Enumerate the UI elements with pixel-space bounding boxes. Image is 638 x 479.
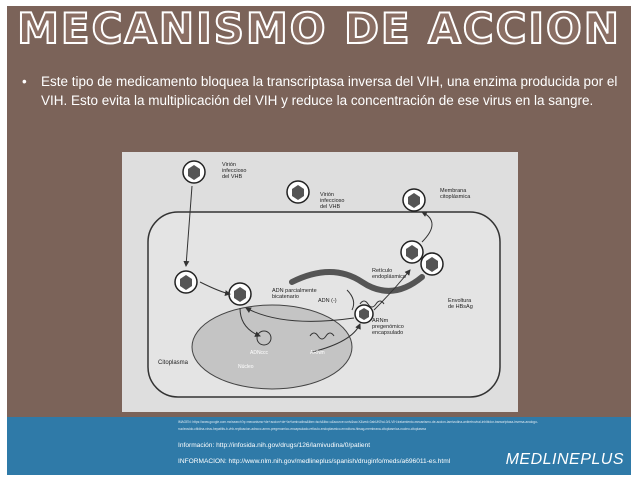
label-reticulo: Retículo endoplásmico — [372, 268, 406, 280]
slide-title: MECANISMO DE ACCION — [17, 4, 621, 53]
label-citoplasma: Citoplasma — [158, 360, 189, 366]
slide-frame-bottom — [0, 475, 638, 479]
info-link-infosida[interactable]: Información: http://infosida.nih.gov/drugs/126/lamivudina/0/patient — [178, 442, 371, 449]
footer-text-block — [178, 417, 538, 475]
label-membrana: Membrana citoplásmica — [440, 188, 471, 200]
virion-icon — [183, 161, 205, 183]
virion-icon — [287, 181, 309, 203]
virion-icon — [403, 189, 425, 211]
label-envoltura: Envoltura de HBsAg — [448, 298, 473, 310]
label-arnm-nucleus: ARNm — [310, 350, 325, 356]
label-arnm: ARNm pregenómico encapsulado — [372, 318, 404, 336]
slide-frame-right — [631, 0, 638, 479]
bullet-marker: • — [22, 74, 27, 89]
bullet-text: Este tipo de medicamento bloquea la transcriptasa inversa del VIH, una enzima producida por el VIH. Esto evita la multiplicación del VIH y reduce la concentración de ese virus en la sangre. — [41, 74, 618, 108]
virion-icon — [355, 305, 373, 323]
label-adnccc: ADNccc — [250, 350, 269, 356]
label-adn-parcial: ADN parcialmente bicatenario — [272, 288, 317, 300]
virion-icon — [229, 283, 251, 305]
virion-icon — [175, 271, 197, 293]
slide-frame-left — [0, 0, 7, 479]
virion-icon — [421, 253, 443, 275]
bullet-paragraph — [22, 72, 622, 110]
diagram-svg — [122, 152, 518, 412]
image-source-text: IMAGEN: https://www.google.com.mx/search?q=mecanismo+de+accion+de+la+lamivudina&tbm=isch&tbo=u&source=univ&sa=X&ved=0ahUKEwi-0/4-VIH-tratamiento-mecanismo-de-accion-lamivudina-antiretroviral-inhibidor-transcriptasa-inversa-analogo-nucleosido-citidina-virus-hepatitis-b-vhb-replicacion-adnccc-arnm-pregenomico-encapsulado-reticulo-endoplasmico-envoltura-hbsag-membrana-citoplasmica-nucleo-citoplasma — [178, 420, 538, 431]
label-virion-right: Virión infeccioso del VHB — [320, 192, 345, 210]
label-adn-minus: ADN (-) — [318, 298, 337, 304]
label-nucleo: Núcleo — [238, 364, 254, 370]
hbv-replication-diagram — [122, 152, 518, 412]
label-virion-left: Virión infeccioso del VHB — [222, 162, 247, 180]
brand-medlineplus: MEDLINEPLUS — [505, 451, 624, 468]
virion-icon — [401, 241, 423, 263]
info-link-medlineplus[interactable]: INFORMACION: http://www.nlm.nih.gov/medlineplus/spanish/druginfo/meds/a696011-es.html — [178, 458, 451, 465]
